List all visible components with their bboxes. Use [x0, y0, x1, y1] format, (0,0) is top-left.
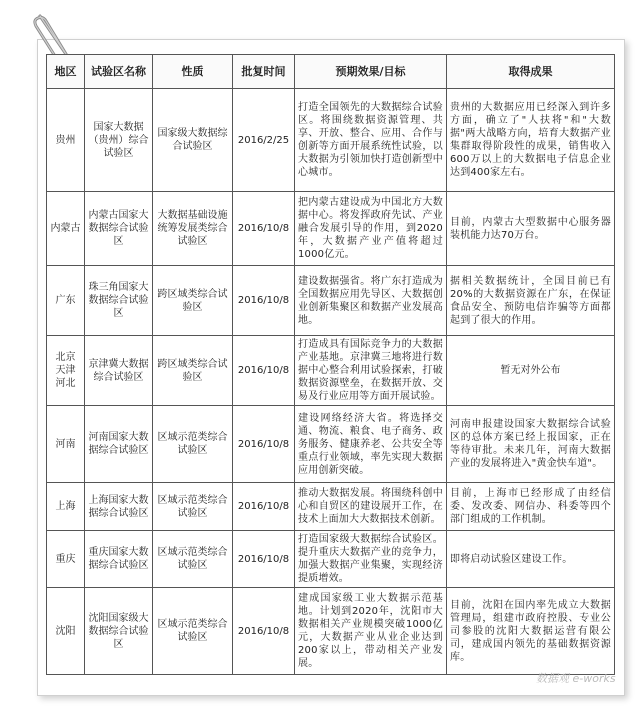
result-cell: 目前，沈阳在国内率先成立大数据管理局，组建市政府控股、专业公司参股的沈阳大数据运营有限公司，建成国内领先的基础数据资源库。: [447, 588, 615, 675]
date-cell: 2016/10/8: [233, 266, 295, 336]
date-cell: 2016/10/8: [233, 531, 295, 588]
zone-name-cell: 京津冀大数据综合试验区: [85, 336, 153, 406]
goal-cell: 建成国家级工业大数据示范基地。计划到2020年，沈阳市大数据相关产业规模突破1000亿元，大数据产业从业企业达到200家以上，带动相关产业发展。: [295, 588, 447, 675]
nature-cell: 大数据基础设施统筹发展类综合试验区: [153, 192, 233, 266]
result-cell: 目前，内蒙古大型数据中心服务器装机能力达70万台。: [447, 192, 615, 266]
nature-cell: 区域示范类综合试验区: [153, 531, 233, 588]
zones-table-part2: [46, 405, 615, 675]
header-approval-date: 批复时间: [233, 55, 295, 89]
table-header-row: [47, 55, 615, 89]
date-cell: 2016/2/25: [233, 89, 295, 192]
header-zone-name: 试验区名称: [85, 55, 153, 89]
zone-name-cell: 内蒙古国家大数据综合试验区: [85, 192, 153, 266]
table-row: [47, 483, 615, 531]
zone-name-cell: 河南国家大数据综合试验区: [85, 406, 153, 483]
goal-cell: 推动大数据发展。将围绕科创中心和自贸区的建设展开工作，在技术上面加大大数据技术创新。: [295, 483, 447, 531]
nature-cell: 区域示范类综合试验区: [153, 406, 233, 483]
date-cell: 2016/10/8: [233, 483, 295, 531]
result-cell: 目前，上海市已经形成了由经信委、发改委、网信办、科委等四个部门组成的工作机制。: [447, 483, 615, 531]
date-cell: 2016/10/8: [233, 406, 295, 483]
header-goal: 预期效果/目标: [295, 55, 447, 89]
goal-cell: 建设数据强省。将广东打造成为全国数据应用先导区、大数据创业创新集聚区和数据产业发展高地。: [295, 266, 447, 336]
region-cell: 上海: [47, 483, 85, 531]
goal-cell: 打造成具有国际竞争力的大数据产业基地。京津冀三地将进行数据中心整合利用试验探索，打破数据资源壁垒，在数据开放、交易及行业应用等方面开展试验。: [295, 336, 447, 406]
region-cell: 北京 天津 河北: [47, 336, 85, 406]
zone-name-cell: 上海国家大数据综合试验区: [85, 483, 153, 531]
region-cell: 重庆: [47, 531, 85, 588]
result-cell: 河南申报建设国家大数据综合试验区的总体方案已经上报国家，正在等待审批。未来几年，河南大数据产业的发展将进入"黄金快车道"。: [447, 406, 615, 483]
goal-cell: 把内蒙古建设成为中国北方大数据中心。将发挥政府先试、产业融合发展引导的作用，到2020年，大数据产业产值将超过1000亿元。: [295, 192, 447, 266]
region-cell: 内蒙古: [47, 192, 85, 266]
zones-table-part1: [46, 54, 615, 406]
goal-cell: 打造国家级大数据综合试验区。提升重庆大数据产业的竞争力，加强大数据产业集聚，实现经济提质增效。: [295, 531, 447, 588]
header-region: 地区: [47, 55, 85, 89]
table-row: [47, 406, 615, 483]
table-row: [47, 89, 615, 192]
date-cell: 2016/10/8: [233, 336, 295, 406]
date-cell: 2016/10/8: [233, 192, 295, 266]
zone-name-cell: 重庆国家大数据综合试验区: [85, 531, 153, 588]
zone-name-cell: 珠三角国家大数据综合试验区: [85, 266, 153, 336]
date-cell: 2016/10/8: [233, 588, 295, 675]
header-nature: 性质: [153, 55, 233, 89]
region-cell: 河南: [47, 406, 85, 483]
table-row: [47, 336, 615, 406]
header-result: 取得成果: [447, 55, 615, 89]
result-cell: 暂无对外公布: [447, 336, 615, 406]
result-cell: 即将启动试验区建设工作。: [447, 531, 615, 588]
nature-cell: 国家级大数据综合试验区: [153, 89, 233, 192]
table-row: [47, 531, 615, 588]
result-cell: 贵州的大数据应用已经深入到许多方面，确立了"人扶将"和"大数据"两大战略方向，培育大数据产业集群取得阶段性的成果，销售收入600万以上的大数据电子信息企业达到400家左右。: [447, 89, 615, 192]
table-row: [47, 192, 615, 266]
watermark: 数据观 e-works: [536, 672, 616, 685]
nature-cell: 区域示范类综合试验区: [153, 588, 233, 675]
region-cell: 广东: [47, 266, 85, 336]
zone-name-cell: 国家大数据（贵州）综合试验区: [85, 89, 153, 192]
nature-cell: 区域示范类综合试验区: [153, 483, 233, 531]
region-cell: 贵州: [47, 89, 85, 192]
table-row: [47, 588, 615, 675]
nature-cell: 跨区域类综合试验区: [153, 336, 233, 406]
goal-cell: 建设网络经济大省。将选择交通、物流、粮食、电子商务、政务服务、健康养老、公共安全等重点行业领域，率先实现大数据应用创新突破。: [295, 406, 447, 483]
zone-name-cell: 沈阳国家级大数据综合试验区: [85, 588, 153, 675]
region-cell: 沈阳: [47, 588, 85, 675]
goal-cell: 打造全国领先的大数据综合试验区。将围绕数据资源管理、共享、开放、整合、应用、合作与创新等方面开展系统性试验，以大数据为引领加快打造创新型中心城市。: [295, 89, 447, 192]
table-row: [47, 266, 615, 336]
result-cell: 据相关数据统计，全国目前已有20%的大数据资源在广东，在保证食品安全、预防电信诈骗等方面都起到了很大的作用。: [447, 266, 615, 336]
nature-cell: 跨区域类综合试验区: [153, 266, 233, 336]
